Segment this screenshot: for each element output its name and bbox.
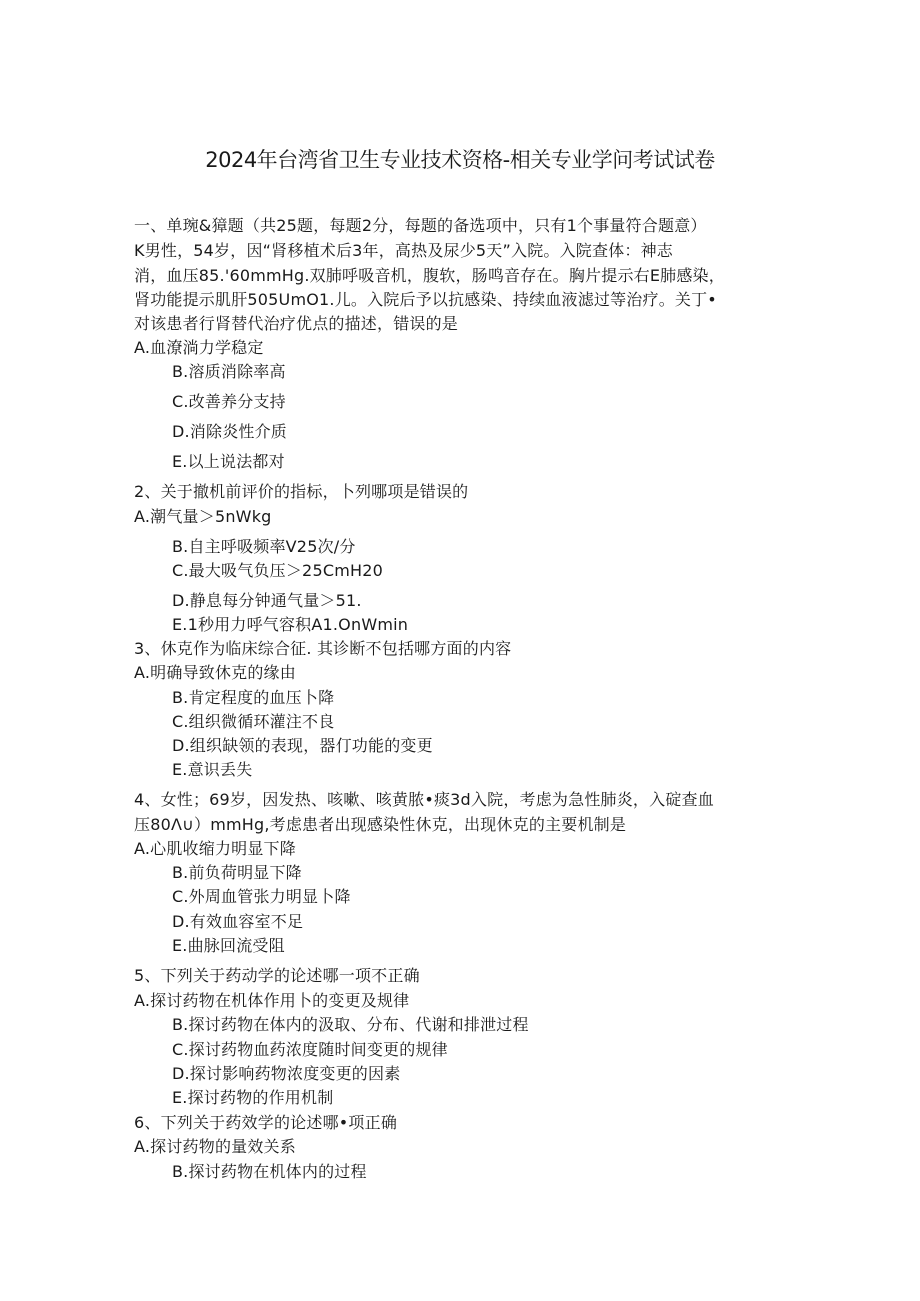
question-1-stem-line-4: 对该患者行肾替代治疗优点的描述，错误的是 bbox=[134, 314, 459, 333]
question-2-option-a: A.潮气量＞5nWkg bbox=[134, 507, 272, 526]
question-2-stem: 2、关于撤机前评价的指标，卜列哪项是错误的 bbox=[134, 482, 469, 501]
question-4-stem-line-2: 压80Λ∪）mmHg,考虑患者出现感染性休克，出现休克的主要机制是 bbox=[134, 815, 627, 834]
question-1-stem-line-2: 消，血压85.'60mmHg.双肺呼吸音机，腹软，肠鸣音存在。胸片提示右E肺感染， bbox=[134, 266, 725, 285]
question-1-stem-line-1: K男性，54岁，因“肾移植术后3年，高热及尿少5天”入院。入院查体：神志 bbox=[134, 241, 673, 260]
question-4-option-d: D.有效血容室不足 bbox=[172, 912, 304, 931]
question-1-option-d: D.消除炎性介质 bbox=[172, 422, 288, 441]
question-5-option-b: B.探讨药物在体内的汲取、分布、代谢和排泄过程 bbox=[172, 1015, 529, 1034]
question-3-option-d: D.组织缺领的表现，器仃功能的变更 bbox=[172, 736, 433, 755]
question-2-option-d: D.静息每分钟通气量＞51. bbox=[172, 591, 362, 610]
question-1-option-a: A.血潦淌力学稳定 bbox=[134, 338, 264, 357]
question-5-option-d: D.探讨影响药物浓度变更的因素 bbox=[172, 1064, 401, 1083]
question-6-stem: 6、下列关于药效学的论述哪•项正确 bbox=[134, 1113, 398, 1132]
question-4-option-e: E.曲脉回流受阻 bbox=[172, 936, 285, 955]
question-2-option-b: B.自主呼吸频率V25次/分 bbox=[172, 537, 356, 556]
question-2-option-c: C.最大吸气负压＞25CmH20 bbox=[172, 561, 383, 580]
question-4-option-b: B.前负荷明显下降 bbox=[172, 863, 302, 882]
question-1-stem-line-3: 肾功能提示肌肝505UmO1.儿。入院后予以抗感染、持续血液滤过等治疗。关丁• bbox=[134, 290, 717, 309]
question-1-option-c: C.改善养分支持 bbox=[172, 392, 286, 411]
question-1-option-b: B.溶质消除率高 bbox=[172, 362, 286, 381]
question-3-stem: 3、休克作为临床综合征. 其诊断不包括哪方面的内容 bbox=[134, 639, 512, 658]
page-title: 2024年台湾省卫生专业技术资格-相关专业学问考试试卷 bbox=[205, 148, 715, 172]
question-4-option-a: A.心肌收缩力明显下降 bbox=[134, 839, 296, 858]
question-6-option-a: A.探讨药物的量效关系 bbox=[134, 1137, 296, 1156]
question-6-option-b: B.探讨药物在机体内的过程 bbox=[172, 1162, 367, 1181]
question-3-option-b: B.肯定程度的血压卜降 bbox=[172, 688, 335, 707]
question-5-option-e: E.探讨药物的作用机制 bbox=[172, 1088, 334, 1107]
question-4-option-c: C.外周血管张力明显卜降 bbox=[172, 887, 351, 906]
question-5-stem: 5、下列关于药动学的论述哪一项不正确 bbox=[134, 966, 420, 985]
question-5-option-c: C.探讨药物血药浓度随时间变更的规律 bbox=[172, 1040, 448, 1059]
question-2-option-e: E.1秒用力呼气容积A1.OnWmin bbox=[172, 615, 409, 634]
question-3-option-c: C.组织微循环灌注不良 bbox=[172, 712, 335, 731]
question-5-option-a: A.探讨药物在机体作用卜的变更及规律 bbox=[134, 991, 410, 1010]
question-4-stem-line-1: 4、女性；69岁，因发热、咳嗽、咳黄脓•痰3d入院，考虑为急性肺炎，入碇查血 bbox=[134, 790, 714, 809]
question-3-option-e: E.意识丢失 bbox=[172, 760, 253, 779]
section-heading: 一、单琬&獐题（共25题，每题2分，每题的备选项中，只有1个事量符合题意） bbox=[134, 216, 707, 235]
question-1-option-e: E.以上说法都对 bbox=[172, 452, 285, 471]
question-3-option-a: A.明确导致休克的缘由 bbox=[134, 663, 296, 682]
